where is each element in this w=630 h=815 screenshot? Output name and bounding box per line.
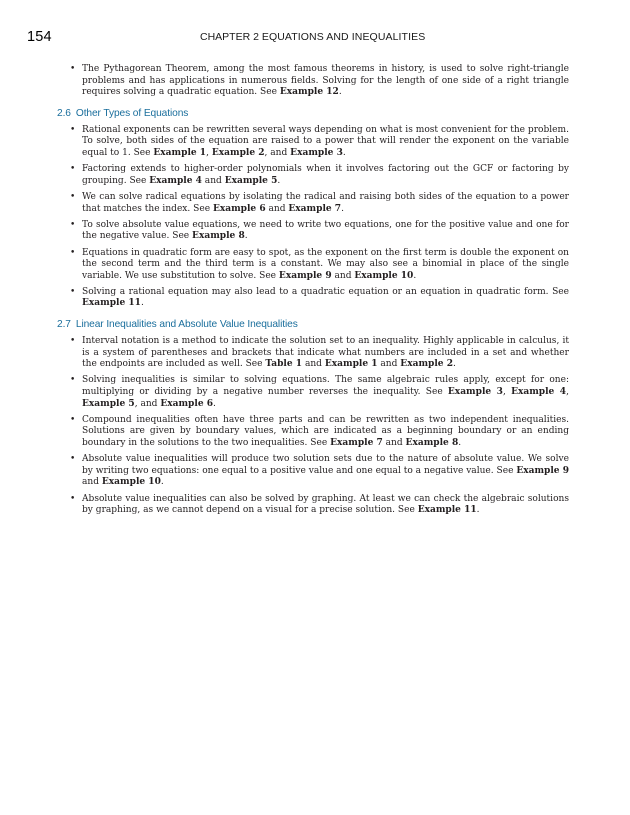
item-text: , and: [134, 398, 161, 409]
example-reference: Example 10: [101, 477, 161, 488]
item-text: , and: [264, 147, 291, 158]
item-text: and: [82, 477, 102, 488]
item-text: and: [265, 203, 289, 214]
example-reference: Example 6: [160, 398, 214, 409]
chapter-label: CHAPTER 2: [200, 31, 259, 43]
example-reference: Example 1: [153, 147, 207, 158]
item-text: .: [342, 147, 346, 158]
list-item: [57, 415, 569, 450]
item-text: .: [213, 398, 216, 409]
bullet-icon: •: [70, 493, 76, 504]
example-reference: Example 6: [212, 203, 266, 214]
item-text: ,: [206, 147, 212, 158]
bullet-icon: •: [70, 191, 76, 202]
bullet-icon: •: [70, 64, 76, 74]
item-text: and: [302, 359, 325, 370]
item-text: .: [458, 438, 462, 448]
section-heading: [57, 108, 569, 119]
example-reference: Table 1: [265, 359, 303, 370]
example-reference: Example 1: [324, 359, 378, 370]
example-reference: Example 11: [82, 298, 141, 309]
example-reference: Example 11: [417, 505, 477, 516]
list-item: [57, 164, 569, 187]
bullet-icon: •: [70, 247, 76, 258]
list-item: [57, 220, 569, 243]
example-reference: Example 9: [516, 465, 570, 476]
example-reference: Example 7: [330, 438, 383, 448]
summary-list: [57, 125, 569, 310]
item-text: Solving a rational equation may also lead to a quadratic equation or an equation in quadratic form. See: [82, 286, 569, 297]
list-item: [57, 454, 569, 489]
item-text: .: [160, 477, 164, 488]
item-text: .: [476, 505, 480, 516]
example-reference: Example 4: [149, 175, 202, 186]
example-reference: Example 9: [278, 270, 332, 281]
item-text: .: [277, 175, 281, 186]
item-text: ,: [502, 387, 512, 398]
item-text: To solve absolute value equations, we need to write two equations, one for the positive value and one for the negative value. See: [82, 219, 569, 242]
section-number: 2.6: [57, 107, 71, 119]
bullet-icon: •: [70, 414, 76, 425]
bullet-icon: •: [70, 336, 76, 347]
section-title: Linear Inequalities and Absolute Value Inequalities: [75, 319, 298, 331]
item-text: Equations in quadratic form are easy to spot, as the exponent on the first term is double the exponent on the second term and the third term is a constant. We may also see a binomial in place of the single variable. We use substitution to solve. See: [82, 247, 569, 281]
example-reference: Example 5: [224, 175, 278, 186]
item-text: Interval notation is a method to indicate the solution set to an inequality. Highly applicable in calculus, it is a system of parentheses and brackets that indicate what numbers are included in a set and whether the endpoints are included as well. See: [82, 336, 569, 370]
section-number: 2.7: [57, 319, 71, 331]
chapter-title: EQUATIONS AND INEQUALITIES: [261, 31, 426, 43]
example-reference: Example 3: [290, 147, 343, 158]
example-reference: Example 7: [288, 203, 342, 214]
list-item: [57, 248, 569, 283]
example-reference: Example 8: [192, 231, 245, 242]
list-item: [57, 192, 569, 215]
example-reference: Example 2: [211, 147, 265, 158]
item-text: and: [382, 438, 406, 448]
key-concepts-content: [57, 64, 569, 521]
item-text: Absolute value inequalities will produce two solution sets due to the nature of absolute value. We solve by writing two equations: one equal to a positive value and one equal to a negative value. See: [82, 454, 569, 476]
example-reference: Example 3: [447, 387, 503, 398]
list-item: [57, 125, 569, 160]
bullet-icon: •: [70, 124, 76, 135]
example-reference: Example 8: [405, 438, 459, 448]
bullet-icon: •: [70, 454, 76, 465]
example-reference: Example 4: [511, 387, 567, 398]
list-item: [57, 494, 569, 517]
chapter-heading: [200, 31, 425, 43]
sections-container: [57, 108, 569, 517]
list-item: [57, 336, 569, 371]
item-text: Solving inequalities is similar to solving equations. The same algebraic rules apply, except for one: multiplying or dividing by a negative number reverses the inequality. See: [82, 375, 569, 398]
bullet-icon: •: [70, 286, 76, 297]
item-text: .: [413, 270, 417, 281]
bullet-icon: •: [70, 375, 76, 386]
example-reference: Example 12: [279, 87, 339, 98]
page-number: 154: [27, 29, 52, 45]
item-text: and: [201, 175, 225, 186]
item-text: and: [331, 270, 355, 281]
list-item: [57, 375, 569, 410]
list-item: [57, 287, 569, 310]
item-text: .: [140, 298, 144, 309]
item-text: .: [452, 359, 456, 370]
example-reference: Example 2: [400, 359, 453, 370]
item-text: The Pythagorean Theorem, among the most famous theorems in history, is used to solve right-triangle problems and has applications in numerous fields. Solving for the length of one side of a right triangle requires solving a quadratic equation. See: [82, 64, 569, 98]
list-item: • The Pythagorean Theorem, among the most famous theorems in history, is used to solve right-triangle problems and has applications in numerous fields. Solving for the length of one side of a right triangle requires solving a quadratic equation. See Example 12.: [70, 64, 569, 98]
summary-list: [57, 336, 569, 517]
item-text: Absolute value inequalities can also be solved by graphing. At least we can check the algebraic solutions by graphing, as we cannot depend on a visual for a precise solution. See: [82, 493, 569, 516]
item-text: .: [341, 203, 344, 214]
bullet-icon: •: [70, 164, 76, 175]
example-reference: Example 10: [354, 270, 414, 281]
section-heading: [57, 319, 569, 330]
item-text: Rational exponents can be rewritten several ways depending on what is most convenient for the problem. To solve, both sides of the equation are raised to a power that will render the exponent on the variable equal to 1. See: [82, 124, 569, 158]
item-text: .: [244, 231, 248, 242]
intro-list: [57, 64, 569, 99]
running-header: [0, 29, 630, 47]
example-reference: Example 5: [82, 398, 135, 409]
section-title: Other Types of Equations: [75, 107, 189, 119]
item-text: Factoring extends to higher-order polynomials when it involves factoring out the GCF or factoring by grouping. See: [82, 164, 569, 186]
item-text: We can solve radical equations by isolating the radical and raising both sides of the equation to a power that matches the index. See: [82, 191, 569, 214]
bullet-icon: •: [70, 219, 76, 230]
item-text: ,: [566, 387, 569, 398]
item-text: Compound inequalities often have three parts and can be rewritten as two independent inequalities. Solutions are given by boundary values, which are indicated as a beginning boundary or an ending boundary in the solutions to the two inequalities. See: [82, 414, 569, 448]
item-text: and: [377, 359, 401, 370]
